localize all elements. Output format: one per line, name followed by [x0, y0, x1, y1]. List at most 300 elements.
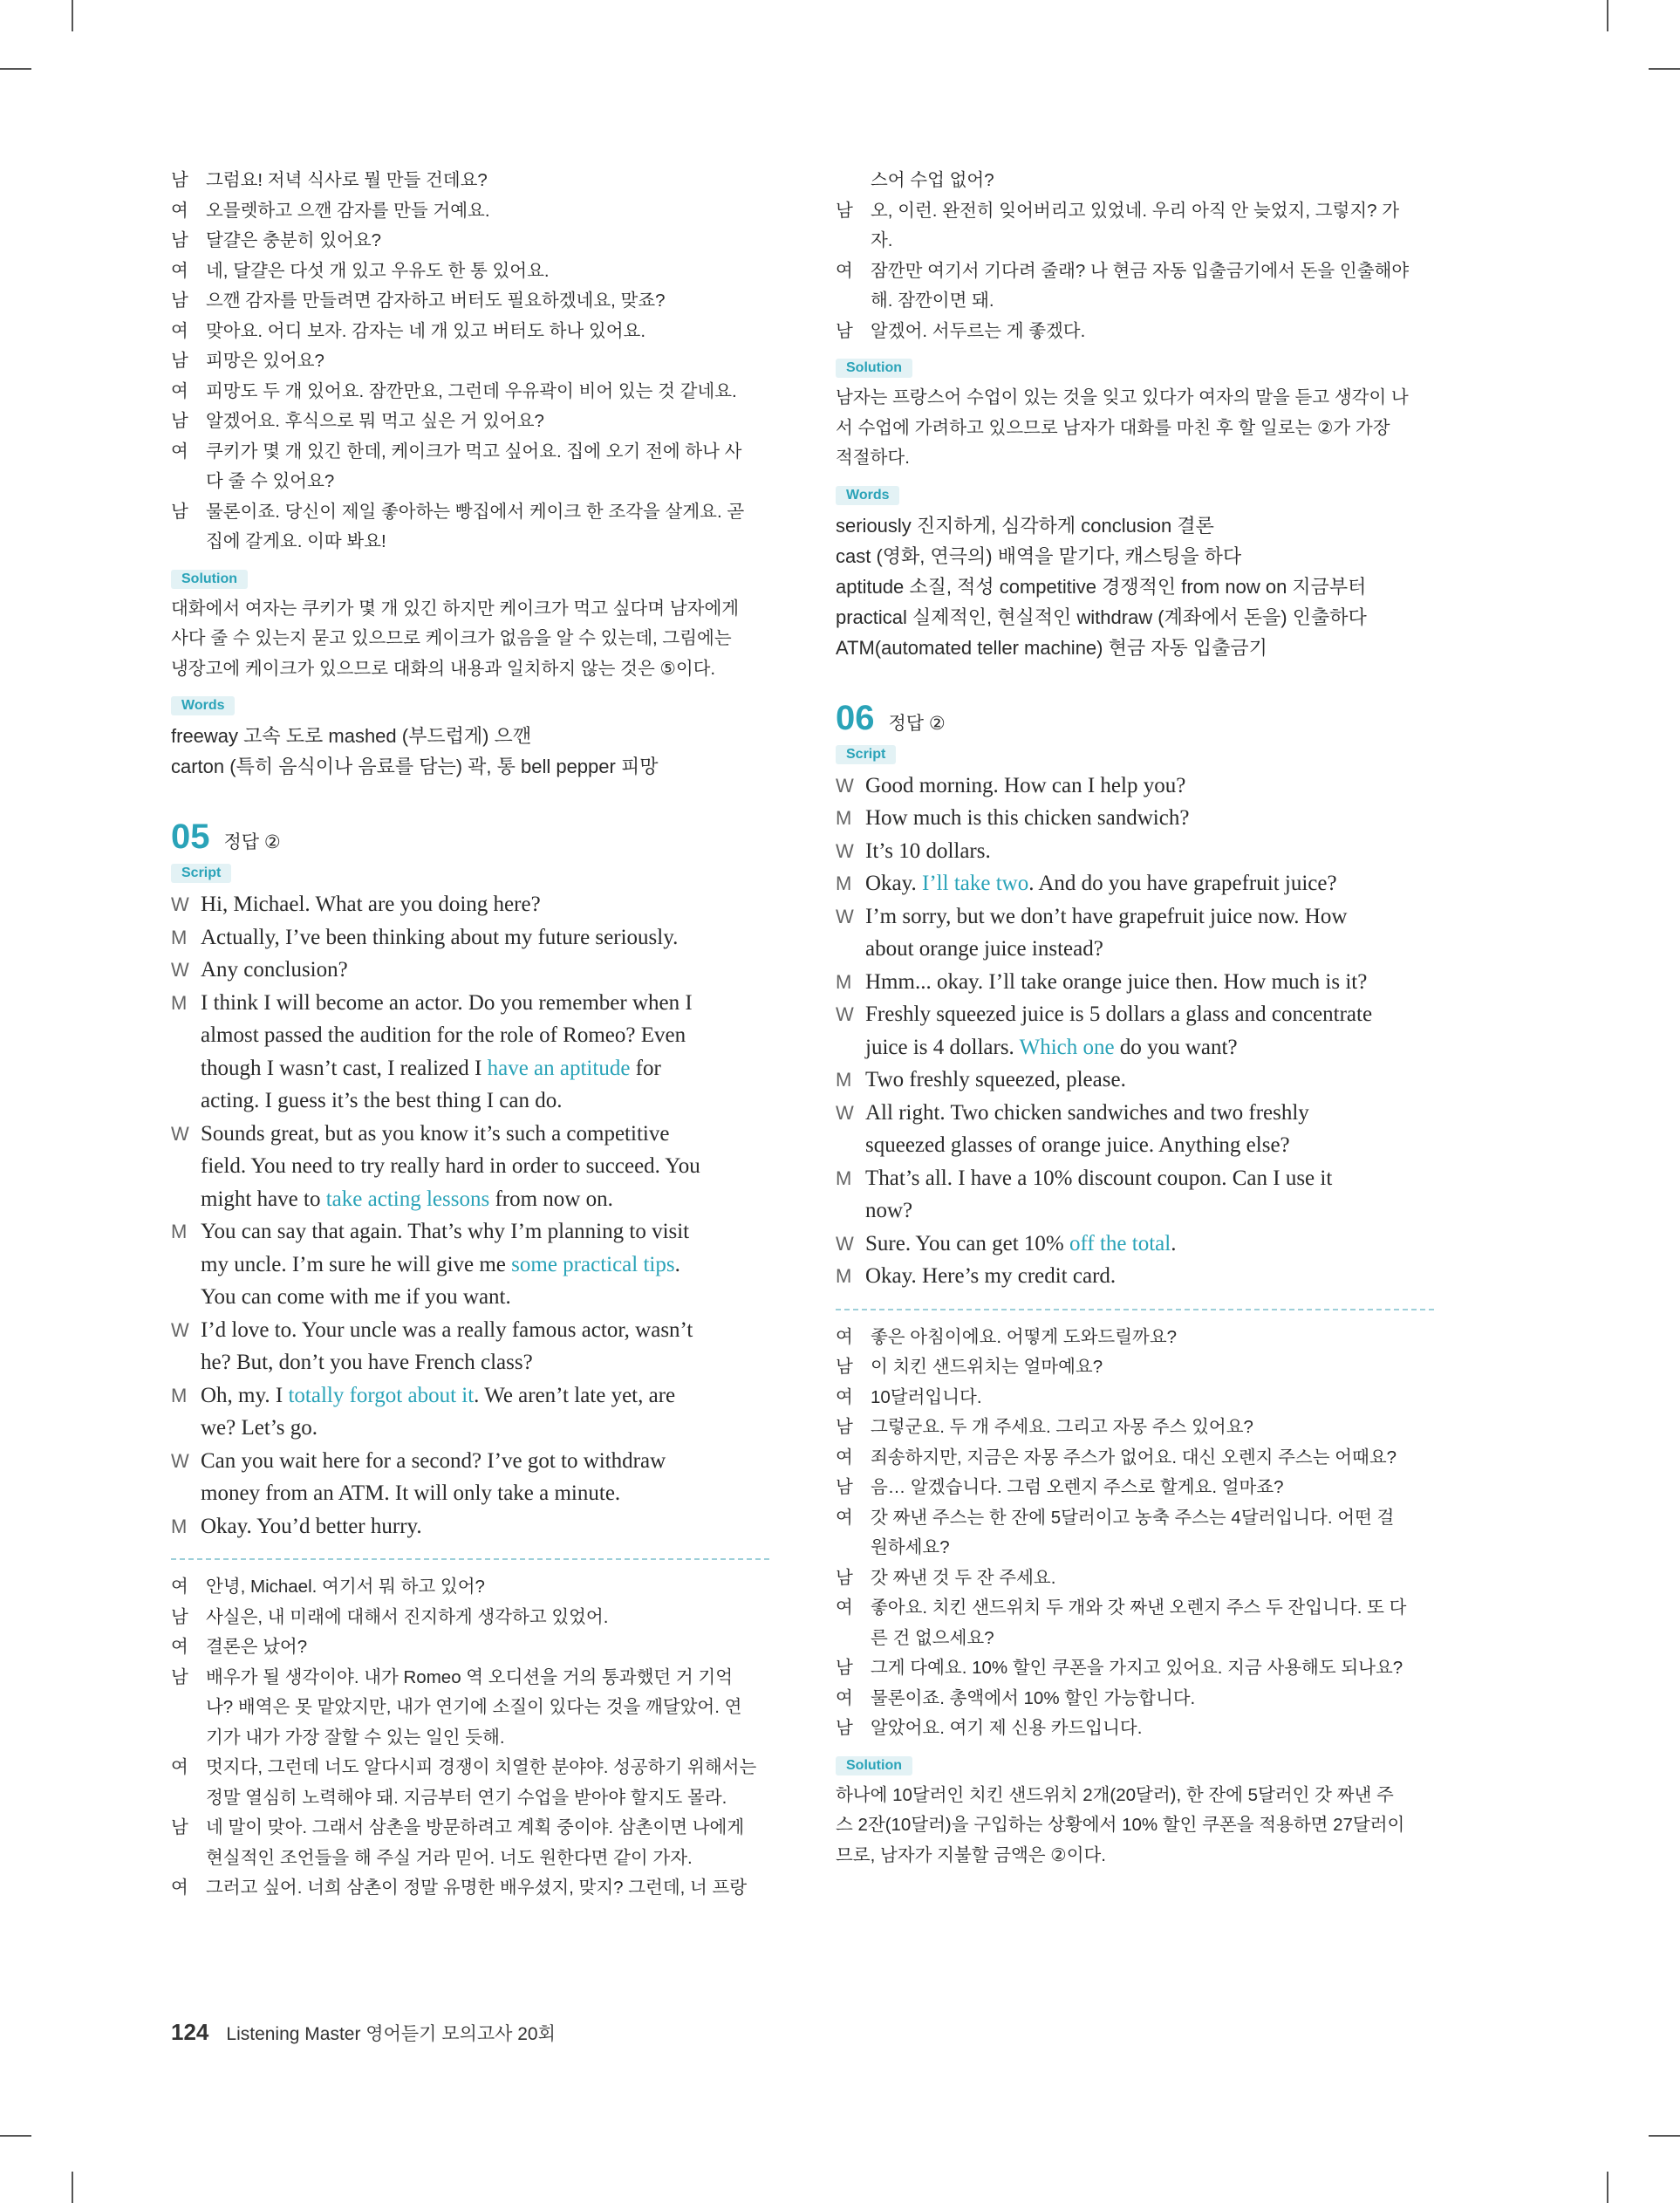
- script-line: [171, 1445, 769, 1478]
- transcript-line: [171, 1572, 769, 1603]
- speaker-label: 여: [836, 1326, 853, 1347]
- speaker-label: M: [171, 991, 188, 1014]
- speaker-label: W: [836, 905, 854, 927]
- dashed-divider: [836, 1309, 1434, 1310]
- script-text: [865, 998, 1434, 1031]
- transcript-text: 오, 이런. 완전히 잊어버리고 있었네. 우리 아직 안 늦었지, 그렇지? 가: [871, 200, 1400, 221]
- speaker-label: M: [171, 1384, 188, 1406]
- script-line: [171, 1412, 769, 1445]
- question-header-05: [171, 815, 769, 859]
- transcript-text: 잠깐만 여기서 기다려 줄래? 나 현금 자동 입출금기에서 돈을 인출해야: [871, 260, 1410, 281]
- speaker-label: M: [836, 872, 852, 894]
- script-segment: You can come with me if you want.: [201, 1285, 511, 1309]
- transcript-line: [836, 1473, 1434, 1503]
- transcript-line: [836, 1684, 1434, 1714]
- script-segment: almost passed the audition for the role of Romeo? Even: [201, 1023, 686, 1047]
- speaker-label: W: [171, 1122, 189, 1145]
- speaker-label: M: [836, 970, 852, 993]
- script-text: [201, 1052, 769, 1085]
- speaker-label: 남: [836, 1357, 853, 1377]
- transcript-line: [171, 1753, 769, 1783]
- script-text: [865, 835, 1434, 868]
- speaker-label: [836, 166, 871, 196]
- transcript-line: [836, 1533, 1434, 1563]
- script-line: [171, 1150, 769, 1183]
- script-segment: juice is 4 dollars.: [865, 1035, 1020, 1059]
- transcript-text: 알겠어요. 후식으로 뭐 먹고 싶은 거 있어요?: [206, 411, 544, 431]
- script-segment: do you want?: [1114, 1035, 1238, 1059]
- script-segment: That’s all. I have a 10% discount coupon. Can I use it: [865, 1166, 1333, 1190]
- crop-mark: [1649, 68, 1680, 70]
- solution-line: 냉장고에 케이크가 있으므로 대화의 내용과 일치하지 않는 것은 ⑤이다.: [171, 658, 716, 679]
- words-label: Words: [171, 696, 235, 715]
- transcript-line: [171, 1693, 769, 1723]
- speaker-label: 남: [836, 1658, 853, 1678]
- speaker-label: 남: [836, 320, 853, 341]
- script-segment: I’m sorry, but we don’t have grapefruit juice now. How: [865, 904, 1348, 928]
- transcript-text: 그러고 싶어. 너희 삼촌이 정말 유명한 배우셨지, 맞지? 그런데, 너 프랑: [206, 1878, 748, 1898]
- script-segment: .: [1171, 1231, 1177, 1255]
- script-segment: You can say that again. That’s why I’m planning to visit: [201, 1220, 690, 1243]
- script-line: [836, 1228, 1434, 1261]
- speaker-label: 남: [171, 1606, 188, 1627]
- transcript-line: [171, 1723, 769, 1754]
- script-line: [171, 1510, 769, 1543]
- speaker-label: W: [836, 1101, 854, 1124]
- script-text: [201, 1183, 769, 1216]
- transcript-line: [836, 1563, 1434, 1594]
- speaker-label: 여: [836, 1386, 853, 1407]
- transcript-text: 그게 다예요. 10% 할인 쿠폰을 가지고 있어요. 지금 사용해도 되나요?: [871, 1658, 1403, 1678]
- transcript-text: 으깬 감자를 만들려면 감자하고 버터도 필요하겠네요, 맞죠?: [206, 291, 666, 311]
- script-segment: Hmm... okay. I’ll take orange juice then. How much is it?: [865, 969, 1368, 994]
- highlighted-phrase: off the total: [1069, 1231, 1171, 1255]
- script-segment: Any conclusion?: [201, 958, 348, 982]
- speaker-label: 여: [171, 1577, 188, 1597]
- script-text: [865, 1194, 1434, 1228]
- crop-mark: [1607, 0, 1608, 31]
- script-segment: now?: [865, 1199, 913, 1222]
- script-line: [836, 1064, 1434, 1097]
- transcript-text: 멋지다, 그런데 너도 알다시피 경쟁이 치열한 분야야. 성공하기 위해서는: [206, 1757, 757, 1777]
- speaker-label: M: [171, 1515, 188, 1537]
- words-line: cast (영화, 연극의) 배역을 맡기다, 캐스팅을 하다: [836, 544, 1242, 567]
- script-text: [865, 770, 1434, 803]
- script-segment: for: [630, 1056, 661, 1080]
- transcript-text: 현실적인 조언들을 해 주실 거라 믿어. 너도 원한다면 같이 가자.: [206, 1847, 693, 1868]
- solution-line: 사다 줄 수 있는지 묻고 있으므로 케이크가 없음을 알 수 있는데, 그림에는: [171, 628, 732, 648]
- transcript-text: 물론이죠. 총액에서 10% 할인 가능합니다.: [871, 1687, 1196, 1708]
- script-segment: Okay.: [865, 872, 923, 895]
- script-segment: All right. Two chicken sandwiches and two freshly: [865, 1100, 1309, 1125]
- question-number: 05: [171, 818, 210, 856]
- korean-transcript-06: [836, 1323, 1434, 1744]
- speaker-label: 남: [171, 501, 188, 522]
- transcript-line: [171, 1603, 769, 1633]
- solution-label: Solution: [836, 1756, 912, 1775]
- script-text: [201, 1477, 769, 1510]
- left-column: [171, 166, 769, 1904]
- speaker-label: W: [836, 774, 854, 797]
- script-segment: I’d love to. Your uncle was a really famous actor, wasn’t: [201, 1317, 693, 1342]
- transcript-line: [836, 1352, 1434, 1383]
- script-segment: squeezed glasses of orange juice. Anything else?: [865, 1133, 1290, 1157]
- speaker-label: 남: [836, 200, 853, 221]
- crop-mark: [1649, 2135, 1680, 2137]
- script-text: [201, 1281, 769, 1314]
- speaker-label: 여: [171, 380, 188, 401]
- transcript-text: 갓 짜낸 주스는 한 잔에 5달러이고 농축 주스는 4달러입니다. 어떤 걸: [871, 1507, 1395, 1528]
- transcript-line: [171, 497, 769, 528]
- speaker-label: W: [171, 893, 189, 915]
- speaker-label: 남: [171, 230, 188, 250]
- script-segment: field. You need to try really hard in order to succeed. You: [201, 1154, 700, 1178]
- question-number: 06: [836, 698, 875, 737]
- transcript-text: 결론은 났어?: [206, 1637, 308, 1657]
- script-text: [865, 1260, 1434, 1293]
- script-line: [171, 1314, 769, 1347]
- speaker-label: 여: [171, 320, 188, 341]
- transcript-text: 그럼요! 저녁 식사로 뭘 만들 건데요?: [206, 170, 488, 190]
- speaker-label: 여: [836, 1447, 853, 1468]
- script-line: [171, 1052, 769, 1085]
- script-segment: Can you wait here for a second? I’ve got to withdraw: [201, 1448, 666, 1473]
- transcript-text: 네, 달걀은 다섯 개 있고 우유도 한 통 있어요.: [206, 260, 550, 281]
- script-line: [836, 1260, 1434, 1293]
- solution-line: 남자는 프랑스어 수업이 있는 것을 잊고 있다가 여자의 말을 듣고 생각이 나: [836, 387, 1409, 407]
- transcript-line: [836, 1383, 1434, 1413]
- speaker-label: 여: [171, 1878, 188, 1898]
- transcript-line: [171, 1844, 769, 1874]
- transcript-text: 스어 수업 없어?: [871, 170, 994, 190]
- script-segment: . And do you have grapefruit juice?: [1028, 872, 1337, 895]
- script-text: [865, 1097, 1434, 1130]
- script-line: [171, 1249, 769, 1282]
- transcript-text: 네 말이 맞아. 그래서 삼촌을 방문하려고 계획 중이야. 삼촌이면 나에게: [206, 1817, 745, 1837]
- script-line: [836, 966, 1434, 999]
- script-text: [201, 1249, 769, 1282]
- speaker-label: 여: [171, 441, 188, 462]
- speaker-label: 남: [171, 1817, 188, 1837]
- transcript-text: 나? 배역은 못 맡았지만, 내가 연기에 소질이 있다는 것을 깨달았어. 연: [206, 1697, 742, 1717]
- solution-line: 적절하다.: [836, 448, 910, 468]
- transcript-line: [171, 527, 769, 558]
- transcript-text: 갓 짜낸 것 두 잔 주세요.: [871, 1567, 1056, 1588]
- speaker-label: 여: [171, 260, 188, 281]
- crop-mark: [72, 0, 73, 31]
- transcript-text: 물론이죠. 당신이 제일 좋아하는 빵집에서 케이크 한 조각을 살게요. 곧: [206, 501, 745, 522]
- solution-line: 스 2잔(10달러)을 구입하는 상황에서 10% 할인 쿠폰을 적용하면 27달러이: [836, 1815, 1405, 1835]
- script-text: [201, 1084, 769, 1118]
- transcript-text: 좋아요. 치킨 샌드위치 두 개와 갓 짜낸 오렌지 주스 두 잔입니다. 또 다: [871, 1598, 1407, 1618]
- script-segment: It’s 10 dollars.: [865, 838, 991, 863]
- script-line: [171, 1215, 769, 1249]
- script-line: [171, 1084, 769, 1118]
- question-header-06: [836, 696, 1434, 740]
- script-segment: he? But, don’t you have French class?: [201, 1351, 533, 1374]
- script-text: [865, 1031, 1434, 1064]
- words-line: practical 실제적인, 현실적인 withdraw (계좌에서 돈을) 인출하다: [836, 605, 1367, 628]
- script-text: [865, 900, 1434, 934]
- script-text: [201, 987, 769, 1020]
- speaker-label: 남: [171, 1666, 188, 1687]
- speaker-label: 여: [836, 1598, 853, 1618]
- transcript-text: 안녕, Michael. 여기서 뭐 하고 있어?: [206, 1577, 485, 1597]
- transcript-line: [836, 257, 1434, 287]
- script-line: [171, 1281, 769, 1314]
- transcript-line: [836, 1503, 1434, 1534]
- book-title: Listening Master 영어듣기 모의고사 20회: [226, 2024, 556, 2044]
- transcript-line: [171, 226, 769, 257]
- page-footer: [171, 2019, 556, 2046]
- speaker-label: 여: [171, 1757, 188, 1777]
- script-line: [171, 1379, 769, 1413]
- script-line: [836, 1194, 1434, 1228]
- script-line: [836, 835, 1434, 868]
- script-segment: Sure. You can get 10%: [865, 1231, 1070, 1255]
- script-line: [836, 933, 1434, 966]
- speaker-label: W: [171, 1449, 189, 1472]
- speaker-label: M: [171, 926, 188, 948]
- speaker-label: 여: [836, 1507, 853, 1528]
- script-line: [171, 1019, 769, 1052]
- script-text: [865, 802, 1434, 835]
- script-text: [201, 1118, 769, 1151]
- script-segment: .: [674, 1252, 680, 1276]
- script-segment: Oh, my. I: [201, 1383, 289, 1407]
- script-text: [865, 1228, 1434, 1261]
- script-segment: I think I will become an actor. Do you remember when I: [201, 990, 693, 1015]
- transcript-line: [171, 1632, 769, 1663]
- script-label: Script: [171, 864, 231, 883]
- solution-text: [836, 1781, 1434, 1871]
- transcript-line: [171, 317, 769, 347]
- speaker-label: 남: [836, 1567, 853, 1588]
- transcript-text: 알겠어. 서두르는 게 좋겠다.: [871, 320, 1086, 341]
- transcript-text: 배우가 될 생각이야. 내가 Romeo 역 오디션을 거의 통과했던 거 기억: [206, 1666, 734, 1687]
- speaker-label: W: [836, 1003, 854, 1025]
- speaker-label: M: [836, 807, 852, 829]
- highlighted-phrase: I’ll take two: [922, 872, 1029, 895]
- words-line: aptitude 소질, 적성 competitive 경쟁적인 from now on 지금부터: [836, 575, 1367, 598]
- crop-mark: [1607, 2172, 1608, 2203]
- words-line: ATM(automated teller machine) 현금 자동 입출금기: [836, 636, 1267, 659]
- speaker-label: 남: [836, 1718, 853, 1738]
- solution-text: [836, 383, 1434, 474]
- transcript-text: 맞아요. 어디 보자. 감자는 네 개 있고 버터도 하나 있어요.: [206, 320, 646, 341]
- transcript-line: [836, 1593, 1434, 1624]
- script-line: [836, 867, 1434, 900]
- speaker-label: 남: [836, 1417, 853, 1437]
- script-line: [836, 1097, 1434, 1130]
- transcript-text: 이 치킨 샌드위치는 얼마예요?: [871, 1357, 1103, 1377]
- transcript-text: 해. 잠깐이면 돼.: [871, 291, 994, 311]
- script-segment: Good morning. How can I help you?: [865, 773, 1186, 797]
- script-segment: about orange juice instead?: [865, 937, 1103, 961]
- korean-transcript-05-continued: [836, 166, 1434, 346]
- transcript-line: [836, 1624, 1434, 1654]
- script-segment: might have to: [201, 1187, 326, 1211]
- transcript-line: [171, 166, 769, 196]
- transcript-line: [171, 257, 769, 287]
- transcript-line: [171, 437, 769, 468]
- words-line: seriously 진지하게, 심각하게 conclusion 결론: [836, 514, 1214, 537]
- transcript-line: [171, 1873, 769, 1904]
- script-line: [836, 770, 1434, 803]
- script-text: [201, 1019, 769, 1052]
- transcript-text: 좋은 아침이에요. 어떻게 도와드릴까요?: [871, 1326, 1178, 1347]
- korean-transcript-05: [171, 1572, 769, 1904]
- script-segment: Actually, I’ve been thinking about my future seriously.: [201, 925, 679, 949]
- words-list: [171, 721, 769, 782]
- speaker-label: M: [836, 1069, 852, 1091]
- script-text: [201, 921, 769, 954]
- transcript-line: [836, 226, 1434, 257]
- script-text: [201, 1346, 769, 1379]
- script-text: [201, 1445, 769, 1478]
- transcript-text: 10달러입니다.: [871, 1386, 982, 1407]
- script-text: [865, 966, 1434, 999]
- solution-line: 므로, 남자가 지불할 금액은 ②이다.: [836, 1844, 1106, 1865]
- transcript-text: 기가 내가 가장 잘할 수 있는 일인 듯해.: [206, 1727, 505, 1748]
- english-script-05: [171, 888, 769, 1543]
- speaker-label: 남: [171, 411, 188, 431]
- transcript-line: [171, 346, 769, 377]
- transcript-line: [171, 377, 769, 407]
- transcript-line: [171, 1663, 769, 1693]
- script-segment: Sounds great, but as you know it’s such a competitive: [201, 1121, 670, 1146]
- dashed-divider: [171, 1558, 769, 1560]
- transcript-line: [836, 286, 1434, 317]
- crop-mark: [72, 2172, 73, 2203]
- script-segment: Okay. Here’s my credit card.: [865, 1264, 1117, 1288]
- script-text: [865, 1129, 1434, 1162]
- transcript-line: [171, 286, 769, 317]
- script-text: [201, 1412, 769, 1445]
- script-segment: from now on.: [489, 1187, 613, 1211]
- korean-transcript-04: [171, 166, 769, 558]
- script-text: [865, 1064, 1434, 1097]
- speaker-label: M: [171, 1221, 188, 1242]
- script-line: [836, 998, 1434, 1031]
- transcript-text: 피망도 두 개 있어요. 잠깐만요, 그런데 우유곽이 비어 있는 것 같네요.: [206, 380, 737, 401]
- solution-label: Solution: [171, 570, 248, 589]
- english-script-06: [836, 770, 1434, 1293]
- transcript-line: [171, 1813, 769, 1844]
- script-text: [201, 888, 769, 921]
- script-text: [865, 867, 1434, 900]
- script-text: [201, 1510, 769, 1543]
- script-line: [171, 888, 769, 921]
- script-line: [836, 900, 1434, 934]
- transcript-text: 오믈렛하고 으깬 감자를 만들 거예요.: [206, 200, 490, 221]
- script-line: [836, 802, 1434, 835]
- script-label: Script: [836, 745, 896, 764]
- transcript-line: [836, 1323, 1434, 1353]
- highlighted-phrase: totally forgot about it: [288, 1383, 475, 1407]
- speaker-label: W: [171, 1318, 189, 1341]
- answer-text: 정답 ②: [223, 832, 281, 852]
- transcript-line: [836, 1443, 1434, 1474]
- transcript-line: [836, 1413, 1434, 1443]
- highlighted-phrase: take acting lessons: [325, 1187, 490, 1211]
- script-line: [171, 987, 769, 1020]
- script-text: [201, 1150, 769, 1183]
- transcript-line: [836, 166, 1434, 196]
- script-line: [171, 1346, 769, 1379]
- transcript-line: [171, 407, 769, 437]
- script-text: [201, 1314, 769, 1347]
- script-text: [865, 1162, 1434, 1195]
- speaker-label: 여: [171, 1637, 188, 1657]
- transcript-text: 알았어요. 여기 제 신용 카드입니다.: [871, 1718, 1143, 1738]
- speaker-label: W: [171, 959, 189, 981]
- transcript-text: 정말 열심히 노력해야 돼. 지금부터 연기 수업을 받아야 할지도 몰라.: [206, 1787, 727, 1808]
- script-segment: though I wasn’t cast, I realized I: [201, 1056, 488, 1080]
- script-line: [171, 954, 769, 987]
- speaker-label: 여: [171, 200, 188, 221]
- script-text: [201, 1215, 769, 1249]
- transcript-text: 피망은 있어요?: [206, 351, 324, 371]
- speaker-label: 여: [836, 1687, 853, 1708]
- solution-line: 하나에 10달러인 치킨 샌드위치 2개(20달러), 한 잔에 5달러인 갓 짜낸 주: [836, 1784, 1394, 1805]
- script-line: [171, 1477, 769, 1510]
- script-segment: Okay. You’d better hurry.: [201, 1514, 422, 1538]
- transcript-text: 음… 알겠습니다. 그럼 오렌지 주스로 할게요. 얼마죠?: [871, 1477, 1284, 1497]
- speaker-label: 남: [171, 351, 188, 371]
- script-segment: Freshly squeezed juice is 5 dollars a glass and concentrate: [865, 1002, 1373, 1026]
- solution-line: 대화에서 여자는 쿠키가 몇 개 있긴 하지만 케이크가 먹고 싶다며 남자에게: [171, 598, 740, 619]
- script-text: [865, 933, 1434, 966]
- highlighted-phrase: Which one: [1019, 1035, 1115, 1059]
- script-segment: we? Let’s go.: [201, 1416, 318, 1440]
- transcript-line: [171, 196, 769, 227]
- speaker-label: 남: [171, 291, 188, 311]
- transcript-line: [836, 1714, 1434, 1744]
- speaker-label: 남: [171, 170, 188, 190]
- right-column: [836, 166, 1434, 1871]
- script-segment: my uncle. I’m sure he will give me: [201, 1252, 512, 1276]
- crop-mark: [0, 2135, 31, 2137]
- transcript-line: [836, 317, 1434, 347]
- script-line: [171, 921, 769, 954]
- speaker-label: M: [836, 1166, 852, 1189]
- page-number: 124: [171, 2019, 209, 2045]
- transcript-line: [171, 467, 769, 497]
- transcript-text: 죄송하지만, 지금은 자몽 주스가 없어요. 대신 오렌지 주스는 어때요?: [871, 1447, 1397, 1468]
- speaker-label: W: [836, 839, 854, 862]
- transcript-text: 그렇군요. 두 개 주세요. 그리고 자몽 주스 있어요?: [871, 1417, 1253, 1437]
- transcript-line: [171, 1783, 769, 1814]
- answer-text: 정답 ②: [888, 713, 946, 734]
- script-line: [171, 1118, 769, 1151]
- transcript-text: 집에 갈게요. 이따 봐요!: [206, 531, 386, 551]
- script-text: [201, 1379, 769, 1413]
- script-line: [836, 1031, 1434, 1064]
- script-line: [836, 1162, 1434, 1195]
- solution-text: [171, 594, 769, 685]
- script-segment: Hi, Michael. What are you doing here?: [201, 893, 541, 916]
- script-segment: How much is this chicken sandwich?: [865, 806, 1190, 830]
- solution-line: 서 수업에 가려하고 있으므로 남자가 대화를 마친 후 할 일로는 ②가 가장: [836, 417, 1390, 438]
- solution-label: Solution: [836, 359, 912, 378]
- script-line: [171, 1183, 769, 1216]
- speaker-label: 여: [836, 260, 853, 281]
- transcript-text: 사실은, 내 미래에 대해서 진지하게 생각하고 있었어.: [206, 1606, 609, 1627]
- transcript-text: 달걀은 충분히 있어요?: [206, 230, 382, 250]
- script-text: [201, 954, 769, 987]
- script-line: [836, 1129, 1434, 1162]
